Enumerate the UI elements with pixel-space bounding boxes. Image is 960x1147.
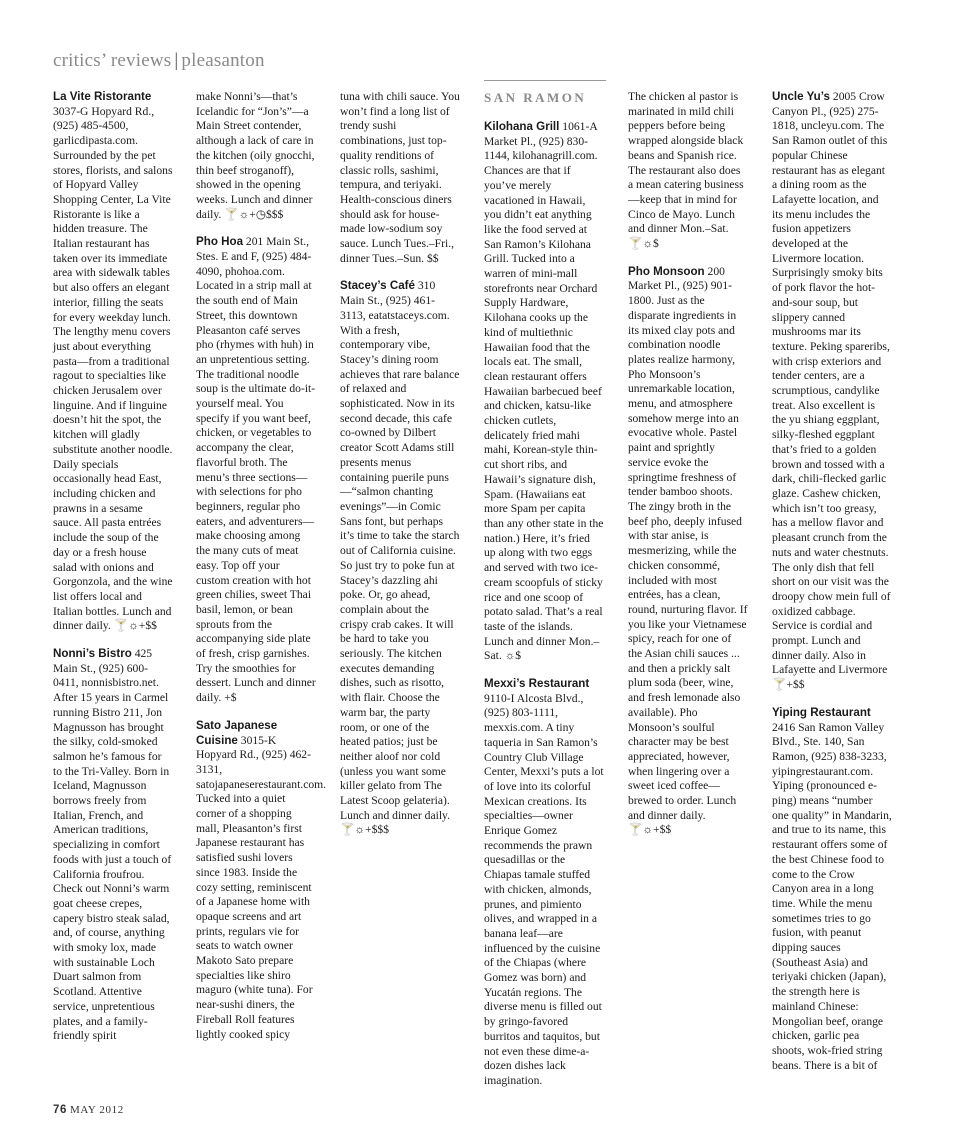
header-city: pleasanton: [181, 50, 265, 71]
restaurant-name: La Vite Ristorante: [53, 90, 152, 103]
review-text: 1061-A Market Pl., (925) 830-1144, kilohanagrill.com. Chances are that if you’ve merely vacationed in Hawaii, you didn’t eat anything like the food served at San Ramon’s Kilohana Grill. Tucked into a warren of mini-mall storefronts near Orchard Supply Hardware, Kilohana cooks up the kind of multiethnic Hawaiian food that the locals eat. The small, clean restaurant offers Hawaiian barbecued beef and chicken, katsu-like chicken cutlets, delicately fried mahi mahi, Korean-style thin-cut short ribs, and Hawaii’s signature dish, Spam. (Hawaiians eat more Spam per capita than any other state in the nation.) Here, it’s fried up along with two eggs and served with two ice-cream scoopfuls of sticky rice and one scoop of potato salad. That’s a real taste of the islands. Lunch and dinner Mon.–Sat.: [484, 120, 604, 663]
issue-date: MAY 2012: [70, 1104, 124, 1116]
review-sato: [196, 718, 327, 1042]
review-text: 2416 San Ramon Valley Blvd., Ste. 140, San Ramon, (925) 838-3233, yipingrestaurant.com. Yiping (pronounced e-ping) means “number one quality” in Mandarin, and true to its name, this restaurant offers some of the best Chinese food to come to the Crow Canyon area in a long time. While the menu sometimes tries to go fusion, with peanut dipping sauces (Southeast Asia) and teriyaki chicken (Japan), the strength here is mainland Chinese: Mongolian beef, orange chicken, garlic pea shoots, wok-fried string beans. There is a bit of: [772, 720, 892, 1072]
review-text: 3015-K Hopyard Rd., (925) 462-3131, satojapaneserestaurant.com. Tucked into a quiet corner of a shopping mall, Pleasanton’s first Japanese restaurant has satisfied sushi lovers since 1983. Inside the cozy setting, reminiscent of a Japanese home with opaque screens and art prints, regulars vie for seats to watch owner Makoto Sato prepare specialties like shiro maguro (white tuna). For near-sushi diners, the Fireball Roll features lightly cooked spicy: [196, 733, 327, 1041]
restaurant-name: Mexxi’s Restaurant: [484, 677, 590, 691]
header-separator: |: [174, 50, 179, 71]
restaurant-name: Pho Hoa: [196, 235, 244, 249]
review-uncle-yus: [772, 90, 892, 693]
review-kilohana: [484, 120, 604, 664]
review-nonnis-continued: [196, 90, 316, 222]
rating-symbols: ☼$: [504, 649, 522, 663]
restaurant-name: Pho Monsoon: [628, 264, 705, 278]
rating-symbols: +$: [224, 691, 237, 705]
restaurant-name: Sato Japanese Cuisine: [196, 718, 278, 747]
rating-symbols: $$: [426, 251, 439, 265]
rating-symbols: 🍸☼+$$: [113, 619, 157, 633]
page-number: 76: [53, 1104, 67, 1116]
review-text: 9110-I Alcosta Blvd., (925) 803-1111, mexxis.com. A tiny taqueria in San Ramon’s Country Club Village Center, Mexxi’s puts a lot of love into its colorful Mexican creations. Its specialties—owner Enrique Gomez recommends the prawn quesadillas or the Chiapas tamale stuffed with chicken, almonds, prunes, and pimiento olives, and wrapped in a banana leaf—are influenced by the cuisine of the Chiapas (where Gomez was born) and Yucatán regions. The diverse menu is filled out by gringo-favored burritos and taquitos, but not even these dime-a-dozen dishes lack imagination.: [484, 691, 604, 1087]
review-yiping: [772, 706, 892, 1074]
review-text: 3037-G Hopyard Rd., (925) 485-4500, garlicdipasta.com. Surrounded by the pet stores, florists, and salons of Hopyard Valley Shopping Center, La Vite Ristorante is like a hidden treasure. The Italian restaurant has taken over its immediate area with sidewalk tables but also offers an elegant interior, filling the seats for every weekday lunch. The lengthy menu covers just about everything pasta—from a traditional ragout to specialties like chicken Jerusalem over linguine. And if linguine doesn’t hit the spot, the kitchen will gladly substitute another noodle. Daily specials occasionally head East, including chicken and prawns in a sesame sauce. All pasta entrées include the soup of the day or a fresh house salad with onions and Gorgonzola, and the wine list offers local and Italian bottles. Lunch and dinner daily.: [53, 104, 173, 633]
review-pho-monsoon: [628, 265, 748, 838]
restaurant-name: Yiping Restaurant: [772, 705, 871, 719]
page-header: [53, 50, 265, 72]
review-text: tuna with chili sauce. You won’t find a long list of trendy sushi combinations, just top-quality renditions of classic rolls, sashimi, tempura, and teriyaki. Health-conscious diners should ask for house-made low-sodium soy sauce. Lunch Tues.–Fri., dinner Tues.–Sun.: [340, 90, 460, 265]
section-rule: [484, 80, 606, 81]
review-text: 201 Main St., Stes. E and F, (925) 484-4090, phohoa.com. Located in a strip mall at the south end of Main Street, this downtown Pleasanton café serves pho (rhymes with huh) in an unpretentious setting. The traditional noodle soup is the ultimate do-it-yourself meal. You specify if you want beef, chicken, or vegetables to accompany the clear, flavorful broth. The menu’s three sections—with selections for pho beginners, regular pho eaters, and adventurers—make choosing among the many cuts of meat easy. Top off your custom creation with hot green chilies, sweet Thai basil, lemon, or bean sprouts from the accompanying side plate of fresh, crisp garnishes. Try the smoothies for dessert. Lunch and dinner daily.: [196, 235, 316, 705]
rating-symbols: 🍸☼$: [628, 237, 659, 251]
column-2: [196, 90, 327, 1055]
column-1: [53, 90, 173, 1057]
page-footer: [53, 1104, 124, 1116]
section-heading-san-ramon: SAN RAMON: [484, 90, 587, 105]
review-text: 200 Market Pl., (925) 901-1800. Just as the disparate ingredients in its mixed clay pots and combination noodle plates realize harmony, Pho Monsoon’s unremarkable location, menu, and atmosphere somehow merge into an evocative whole. Pastel paint and sprightly service evoke the springtime freshness of tender bamboo shoots. The zingy broth in the beef pho, deeply infused with star anise, is mesmerizing, while the chicken consommé, included with most entrées, has a clean, round, nurturing flavor. If you like your Vietnamese spicy, reach for one of the Asian chili sauces ... and then a prickly salt plum soda (beer, wine, and fresh lemonade also available). Pho Monsoon’s soulful character may be best appreciated, however, when lingering over a sweet iced coffee—brewed to order. Lunch and dinner daily.: [628, 264, 748, 822]
rating-symbols: 🍸☼+◷$$$: [224, 207, 284, 221]
review-text: The chicken al pastor is marinated in mild chili peppers before being wrapped alongside black beans and Spanish rice. The restaurant also does a mean catering business—keep that in mind for Cinco de Mayo. Lunch and dinner Mon.–Sat.: [628, 90, 744, 236]
review-text: 425 Main St., (925) 600-0411, nonnisbistro.net. After 15 years in Carmel running Bistro 211, Jon Magnusson has brought the silky, cold-smoked salmon he’s famous for to the Tri-Valley. Born in Iceland, Magnusson borrows freely from Italian, French, and American traditions, specializing in comfort foods with just a touch of California froufrou. Check out Nonni’s warm goat cheese crepes, capery bistro steak salad, and, of course, anything with smoky lox, made with sustainable Loch Duart salmon from Scotland. Attentive service, unpretentious plates, and a family-friendly spirit: [53, 647, 172, 1043]
restaurant-name: Nonni’s Bistro: [53, 647, 132, 661]
review-text: make Nonni’s—that’s Icelandic for “Jon’s”—a Main Street contender, although a lack of care in the kitchen (oily gnocchi, thin beef stroganoff), showed in the opening weeks. Lunch and dinner daily.: [196, 90, 315, 221]
header-section: critics’ reviews: [53, 50, 172, 71]
rating-symbols: 🍸+$$: [772, 678, 805, 692]
rating-symbols: 🍸☼+$$$: [340, 823, 389, 837]
column-5: [628, 90, 748, 851]
review-la-vite: [53, 90, 173, 634]
review-text: 2005 Crow Canyon Pl., (925) 275-1818, uncleyu.com. The San Ramon outlet of this popular Chinese restaurant has as elegant a dining room as the Lafayette location, and its menu includes the fusion appetizers developed at the Livermore location. Surprisingly smoky bits of pork flavor the hot-and-sour soup, but slippery canned mushrooms mar its texture. Peking spareribs, with crisp exteriors and tender centers, are a scrumptious, candylike treat. Also excellent is the yu shiang eggplant, silky-fleshed eggplant that’s fried to a golden brown and tossed with a dark, chili-flecked garlic glaze. Cashew chicken, which isn’t too greasy, has a mellow flavor and pleasant crunch from the nuts and water chestnuts. The only dish that fell short on our visit was the droopy chow mein full of oxidized cabbage. Service is cordial and prompt. Lunch and dinner daily. Also in Lafayette and Livermore: [772, 90, 891, 677]
restaurant-name: Kilohana Grill: [484, 120, 560, 133]
review-mexxis: [484, 677, 604, 1089]
review-mexxis-continued: [628, 90, 748, 252]
review-sato-continued: [340, 90, 460, 266]
column-4: [484, 120, 604, 1102]
review-text: 310 Main St., (925) 461-3113, eatatstaceys.com. With a fresh, contemporary vibe, Stacey’s dining room achieves that rare balance of relaxed and sophisticated. Now in its second decade, this cafe co-owned by Dilbert creator Scott Adams still presents menus containing puerile puns—“salmon chanting evenings”—in Comic Sans font, but perhaps it’s time to take the starch out of California cuisine. So just try to poke fun at Stacey’s dazzling ahi poke. Or, go ahead, complain about the crispy crab cakes. It will be hard to take you seriously. The kitchen executes demanding dishes, such as risotto, with flair. Choose the warm bar, the party room, or one of the heated patios; just be neither aloof nor cold (unless you want some killer gelato from The Latest Scoop gelateria). Lunch and dinner daily.: [340, 279, 460, 822]
rating-symbols: 🍸☼+$$: [628, 823, 672, 837]
restaurant-name: Uncle Yu’s: [772, 90, 830, 103]
column-6: [772, 90, 892, 1086]
column-3: [340, 90, 460, 851]
review-nonnis: [53, 647, 173, 1044]
review-pho-hoa: [196, 235, 316, 706]
review-staceys: [340, 279, 460, 838]
restaurant-name: Stacey’s Café: [340, 279, 415, 293]
